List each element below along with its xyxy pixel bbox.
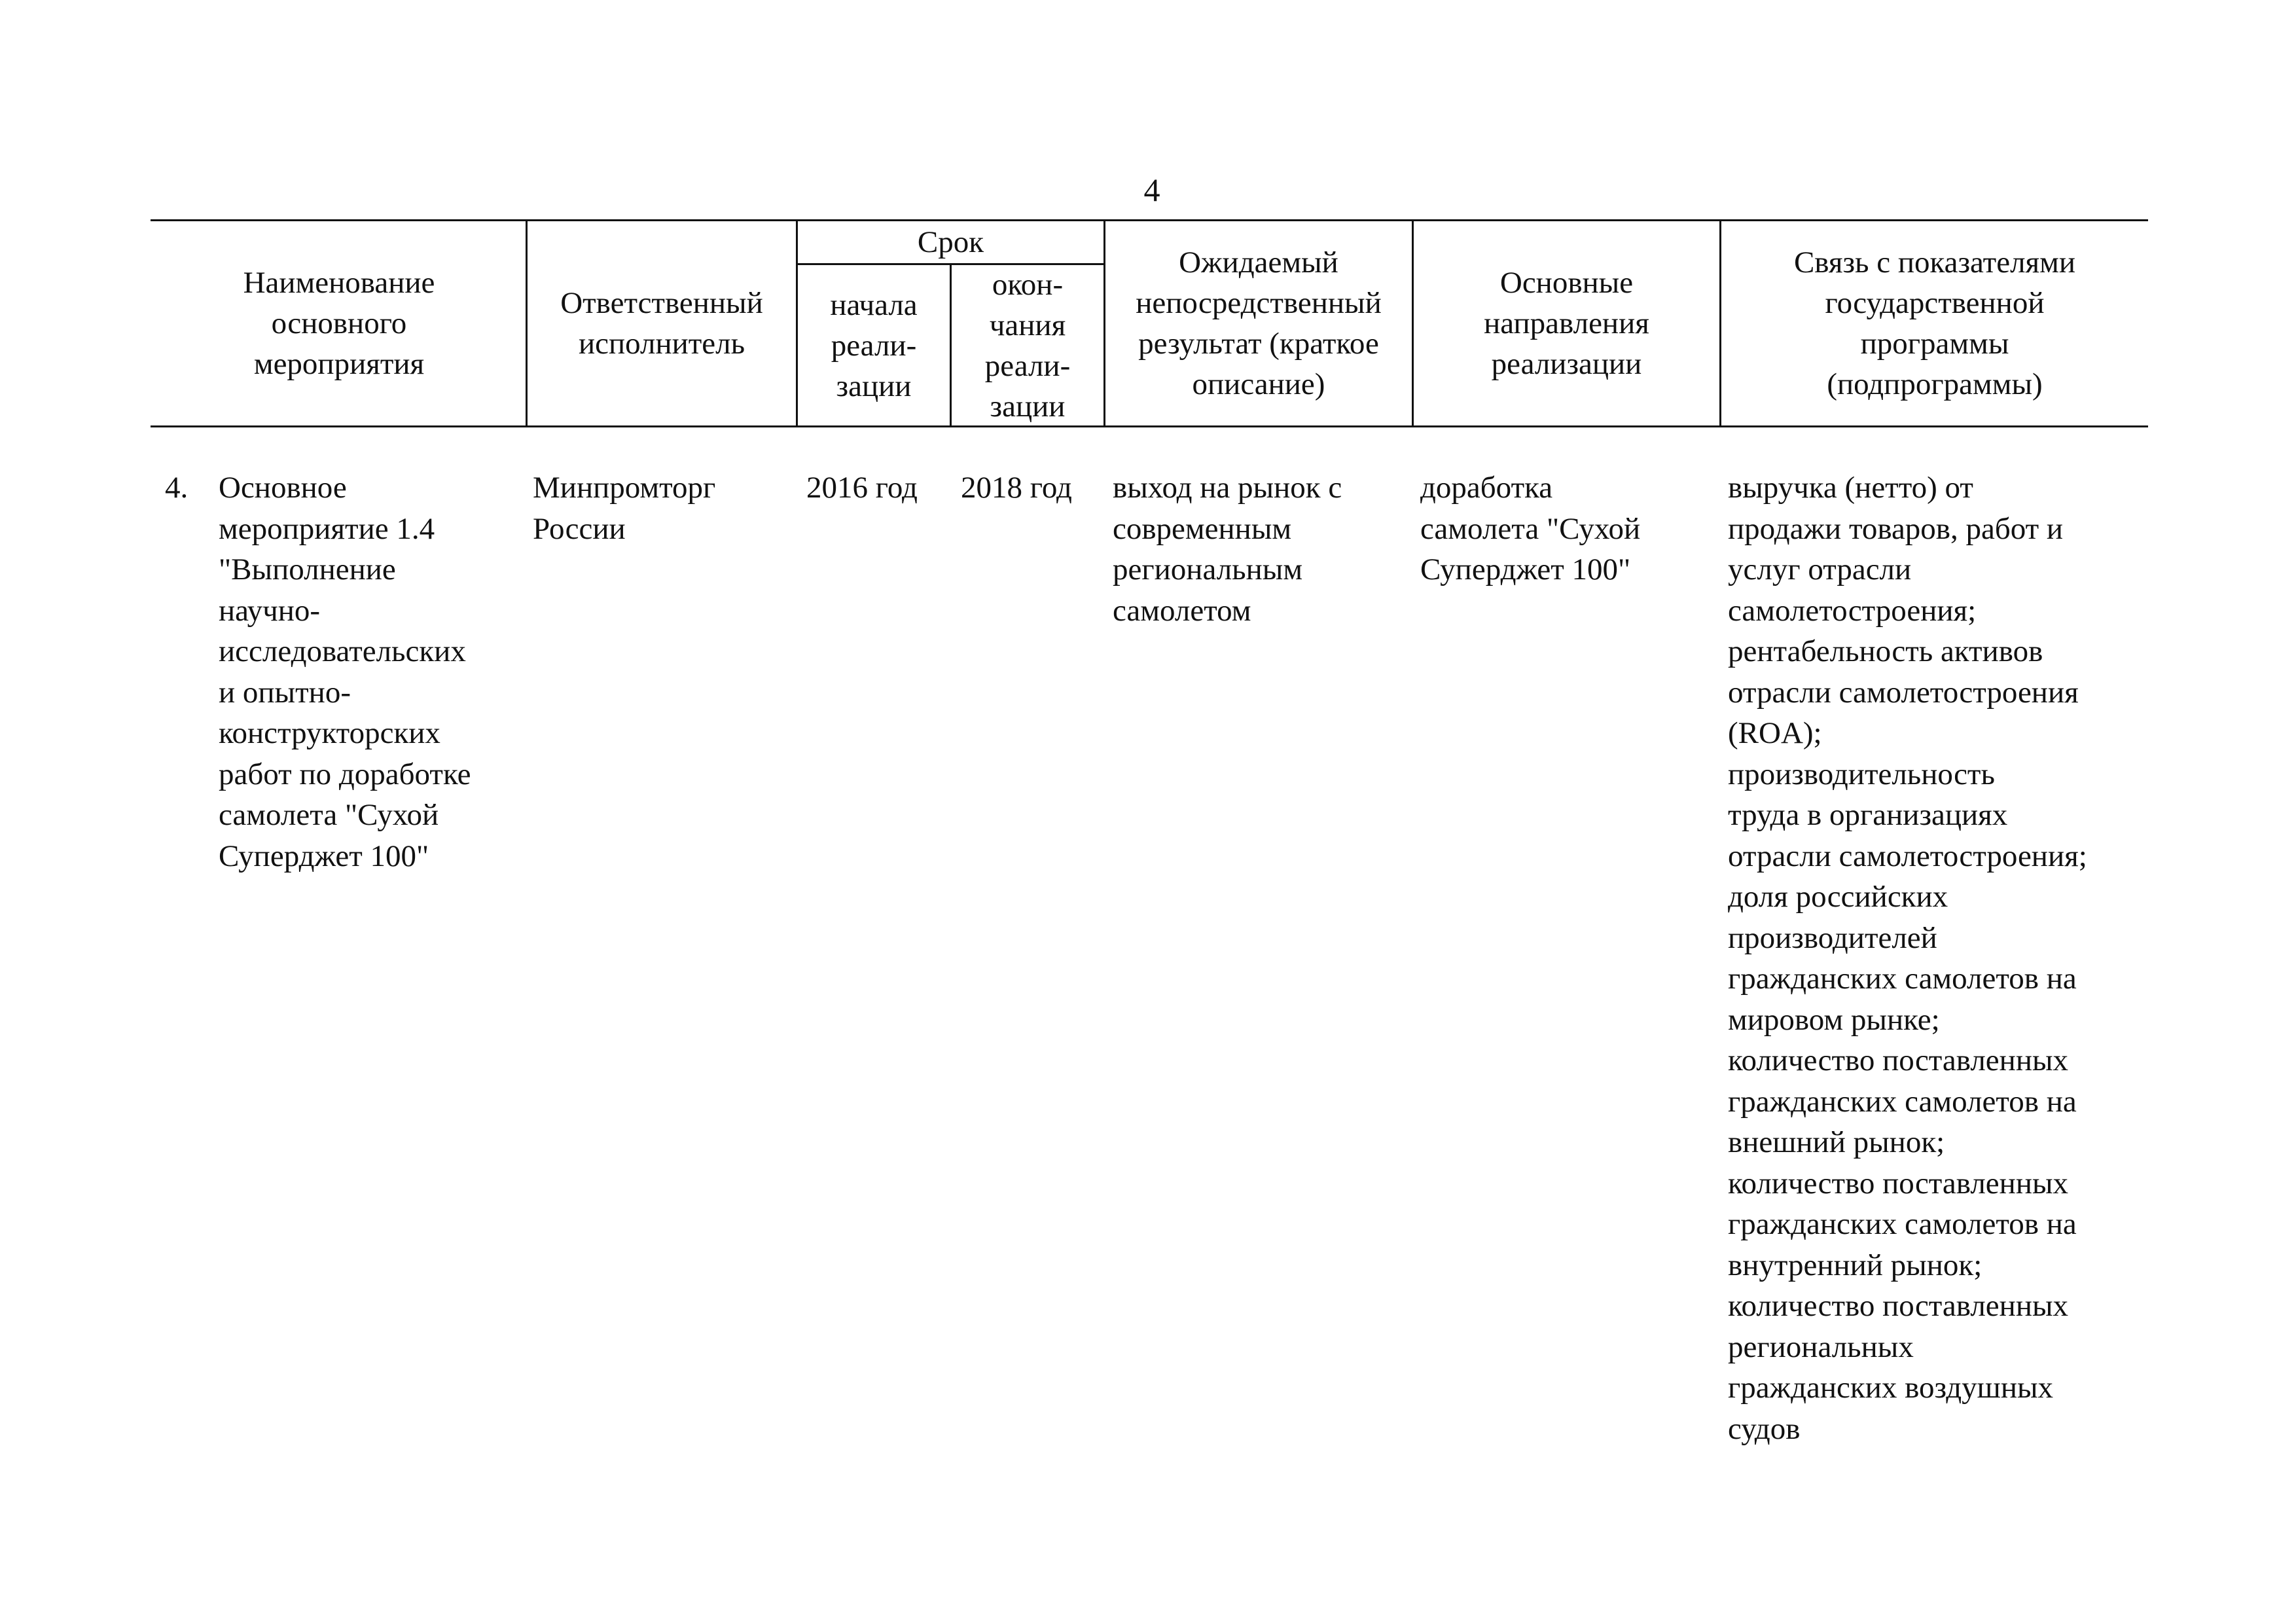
row-start: 2016 год <box>806 471 918 505</box>
row-name: Основное мероприятие 1.4 "Выполнение научно- исследовательских и опытно- конструкторских работ по доработке самолета "Сухой Суперджет 100" <box>219 471 471 873</box>
row-executor: Минпромторг России <box>533 471 716 546</box>
row-end: 2018 год <box>961 471 1072 505</box>
header-name: Наименование основного мероприятия <box>243 266 435 381</box>
page-number: 4 <box>1143 171 1160 208</box>
header-directions: Основные направления реализации <box>1484 266 1649 381</box>
header-bottom-border <box>151 425 2148 427</box>
header-start: начала реали- зации <box>830 287 918 403</box>
header-indicators: Связь с показателями государственной программы (подпрограммы) <box>1793 245 2076 401</box>
header-result: Ожидаемый непосредственный результат (краткое описание) <box>1136 245 1382 401</box>
header-executor: Ответственный исполнитель <box>560 286 763 361</box>
header-end: окон- чания реали- зации <box>984 267 1071 424</box>
row-result: выход на рынок с современным региональным самолетом <box>1113 471 1342 628</box>
row-directions: доработка самолета "Сухой Суперджет 100" <box>1420 471 1641 586</box>
header-term: Срок <box>917 225 984 259</box>
row-indicators: выручка (нетто) от продажи товаров, работ и услуг отрасли самолетостроения; рентабельность активов отрасли самолетостроения (ROA); производительность труда в организациях отрасли самолетостроения; доля российских производителей гражданских самолетов на мировом рынке; количество поставленных гражданских самолетов на внешний рынок; количество поставленных гражданских самолетов на внутренний рынок; количество поставленных региональных гражданских воздушных судов <box>1728 471 2087 1446</box>
row-number: 4. <box>165 471 188 505</box>
